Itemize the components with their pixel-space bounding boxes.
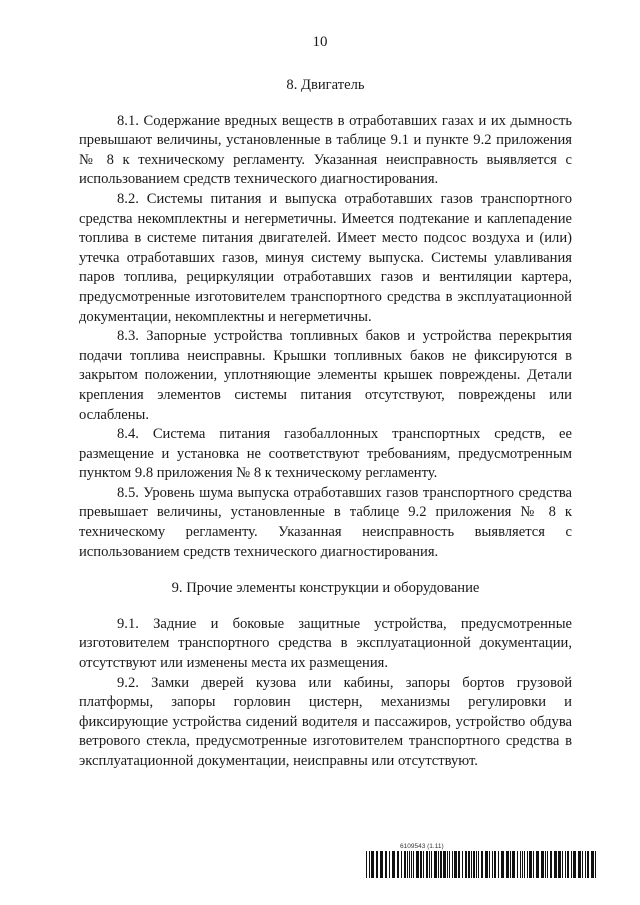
paragraph-8-1: 8.1. Содержание вредных веществ в отработавших газах и их дымность превышают величины, установленные в таблице 9.1 и пункте 9.2 приложения № 8 к техническому регламенту. Указанная неисправность выявляется с использованием средств технического диагностирования. bbox=[79, 112, 572, 188]
barcode-bar bbox=[529, 851, 532, 878]
document-body bbox=[79, 76, 572, 772]
barcode-bar bbox=[573, 851, 576, 878]
barcode-bar bbox=[440, 851, 442, 878]
barcode-bar bbox=[473, 851, 475, 878]
document-code: 6109543 (1.11) bbox=[400, 843, 444, 850]
barcode-bar bbox=[591, 851, 594, 878]
barcode-bar bbox=[578, 851, 581, 878]
barcode-bar bbox=[413, 851, 414, 878]
barcode-bar bbox=[492, 851, 493, 878]
barcode-bar bbox=[541, 851, 544, 878]
barcode-bar bbox=[524, 851, 525, 878]
barcode-bar bbox=[587, 851, 589, 878]
barcode-bar bbox=[423, 851, 424, 878]
barcode-bar bbox=[411, 851, 412, 878]
barcode-bar bbox=[527, 851, 528, 878]
barcode-bar bbox=[471, 851, 472, 878]
paragraph-8-5: 8.5. Уровень шума выпуска отработавших газов транспортного средства превышает величины, установленные в таблице 9.2 приложения № 8 к техническому регламенту. Указанная неисправность выявляется с использованием средств технического диагностирования. bbox=[79, 484, 572, 560]
barcode-icon bbox=[366, 851, 596, 878]
section-heading-other-elements: 9. Прочие элементы конструкции и оборудование bbox=[171, 580, 480, 597]
barcode-bar bbox=[522, 851, 523, 878]
barcode-bar bbox=[462, 851, 463, 878]
barcode-bar bbox=[517, 851, 518, 878]
barcode-bar bbox=[389, 851, 390, 878]
barcode-bar bbox=[494, 851, 496, 878]
barcode-bar bbox=[366, 851, 367, 878]
barcode-bar bbox=[567, 851, 569, 878]
barcode-bar bbox=[438, 851, 439, 878]
barcode-bar bbox=[501, 851, 504, 878]
barcode-bar bbox=[585, 851, 586, 878]
barcode-bar bbox=[409, 851, 410, 878]
barcode-bar bbox=[582, 851, 583, 878]
barcode-bar bbox=[447, 851, 448, 878]
barcode-bar bbox=[468, 851, 470, 878]
barcode-bar bbox=[449, 851, 450, 878]
barcode-bar bbox=[404, 851, 406, 878]
barcode-bar bbox=[481, 851, 483, 878]
barcode-bar bbox=[458, 851, 460, 878]
barcode-bar bbox=[520, 851, 521, 878]
barcode-bar bbox=[369, 851, 370, 878]
section-heading-engine: 8. Двигатель bbox=[286, 77, 365, 93]
barcode-bar bbox=[426, 851, 428, 878]
barcode-bar bbox=[420, 851, 422, 878]
barcode-bar bbox=[416, 851, 419, 878]
barcode-bar bbox=[429, 851, 430, 878]
barcode-bar bbox=[545, 851, 546, 878]
barcode-bar bbox=[392, 851, 395, 878]
barcode-bar bbox=[506, 851, 509, 878]
barcode-bar bbox=[380, 851, 383, 878]
barcode-bar bbox=[476, 851, 477, 878]
paragraph-8-2: 8.2. Системы питания и выпуска отработавших газов транспортного средства некомплектны и негерметичны. Имеется подтекание и каплепадение топлива в системе питания двигателей. Имеет место подсос воздуха и (или) утечка отработавших газов, минуя систему выпуска. Системы улавливания паров топлива, рециркуляции отработавших газов и вентиляции картера, предусмотренные изготовителем транспортного средства в эксплуатационной документации, некомплектны и негерметичны. bbox=[79, 190, 572, 325]
paragraph-8-3: 8.3. Запорные устройства топливных баков и устройства перекрытия подачи топлива неисправны. Крышки топливных баков не фиксируются в закрытом положении, уплотняющие элементы крышек повреждены. Детали крепления элементов системы питания отсутствуют, повреждены или ослаблены. bbox=[79, 328, 572, 423]
barcode-bar bbox=[498, 851, 499, 878]
page-number: 10 bbox=[312, 34, 328, 50]
barcode-bar bbox=[512, 851, 515, 878]
barcode-bar bbox=[595, 851, 596, 878]
barcode-bar bbox=[562, 851, 563, 878]
barcode-bar bbox=[554, 851, 557, 878]
barcode-bar bbox=[443, 851, 446, 878]
barcode-bar bbox=[407, 851, 408, 878]
barcode-bar bbox=[533, 851, 534, 878]
barcode-bar bbox=[434, 851, 437, 878]
barcode-bar bbox=[485, 851, 488, 878]
barcode-bar bbox=[536, 851, 539, 878]
barcode-bar bbox=[510, 851, 511, 878]
barcode-bar bbox=[478, 851, 479, 878]
paragraph-9-1: 9.1. Задние и боковые защитные устройства, предусмотренные изготовителем транспортного средства в эксплуатационной документации, отсутствуют или изменены места их размещения. bbox=[79, 615, 572, 672]
barcode-bar bbox=[385, 851, 387, 878]
barcode-bar bbox=[371, 851, 374, 878]
paragraph-9-2: 9.2. Замки дверей кузова или кабины, запоры бортов грузовой платформы, запоры горловин цистерн, механизмы регулировки и фиксирующие устройства сидений водителя и пассажиров, устройство обдува ветрового стекла, предусмотренные изготовителем транспортного средства в эксплуатационной документации, неисправны или отсутствуют. bbox=[79, 674, 572, 769]
barcode-bar bbox=[454, 851, 457, 878]
barcode-bar bbox=[465, 851, 467, 878]
barcode-bar bbox=[550, 851, 552, 878]
barcode-bar bbox=[431, 851, 432, 878]
barcode-bar bbox=[571, 851, 572, 878]
barcode-bar bbox=[401, 851, 402, 878]
paragraph-8-4: 8.4. Система питания газобаллонных транспортных средств, ее размещение и установка не соответствуют требованиям, предусмотренным пунктом 9.8 приложения № 8 к техническому регламенту. bbox=[79, 426, 572, 482]
barcode-bar bbox=[452, 851, 453, 878]
barcode-bar bbox=[376, 851, 378, 878]
barcode-bar bbox=[397, 851, 399, 878]
barcode-bar bbox=[558, 851, 561, 878]
barcode-bar bbox=[547, 851, 548, 878]
barcode-bar bbox=[565, 851, 566, 878]
barcode-bar bbox=[489, 851, 490, 878]
